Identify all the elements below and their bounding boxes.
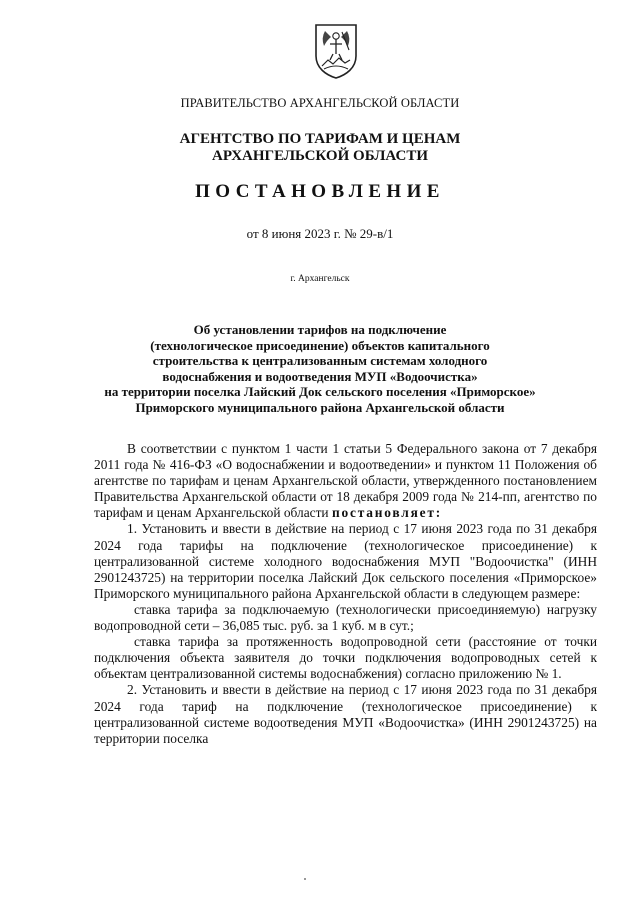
coat-of-arms-icon [313,22,359,80]
subject-line: на территории поселка Лайский Док сельского поселения «Приморское» [104,384,536,400]
agency-title-line1: АГЕНТСТВО ПО ТАРИФАМ И ЦЕНАМ [179,131,461,147]
document-date-number: от 8 июня 2023 г. № 29-в/1 [246,226,394,241]
subject-line: Об установлении тарифов на подключение [193,322,447,337]
page-mark [304,878,306,880]
preamble-paragraph [94,441,597,521]
document-body [94,441,597,747]
document-subject [0,322,640,416]
subject-line: Приморского муниципального района Архангельской области [135,399,505,415]
subject-line: (технологическое присоединение) объектов капитального [150,337,490,353]
item-1-paragraph: 1. Установить и ввести в действие на период с 17 июня 2023 года по 31 декабря 2024 года тарифы на подключение (технологическое присоединение) к централизованной системе холодного водоснабжения МУП "Водоочистка" (ИНН 2901243725) на территории поселка Лайский Док сельского поселения «Приморское» Приморского муниципального района Архангельской области в следующем размере: [94,521,597,601]
item-1-rate-1: ставка тарифа за подключаемую (технологически присоединяемую) нагрузку водопроводной сети – 36,085 тыс. руб. за 1 куб. м в сут.; [94,601,597,634]
document-type: ПОСТАНОВЛЕНИЕ [195,181,445,202]
item-2-paragraph: 2. Установить и ввести в действие на период с 17 июня 2023 года по 31 декабря 2024 года тариф на подключение (технологическое присоединение) к централизованной системе водоотведения МУП «Водоочистка» (ИНН 2901243725) на территории поселка [94,682,597,746]
preamble-text: В соответствии с пунктом 1 части 1 статьи 5 Федерального закона от 7 декабря 2011 года № 416-ФЗ «О водоснабжении и водоотведении» и пунктом 11 Положения об агентстве по тарифам и ценам Архангельской области, утвержденного постановлением Правительства Архангельской области от 18 декабря 2009 года № 214-пп, агентство по тарифам и ценам Архангельской области [94,441,597,521]
decree-word: постановляет: [331,505,443,521]
government-title: ПРАВИТЕЛЬСТВО АРХАНГЕЛЬСКОЙ ОБЛАСТИ [180,96,460,110]
document-city: г. Архангельск [290,274,350,284]
item-1-rate-2: ставка тарифа за протяженность водопроводной сети (расстояние от точки подключения объекта заявителя до точки подключения водопроводных сетей к объектам централизованной системы водоснабжения) согласно приложению № 1. [94,634,597,682]
subject-line: водоснабжения и водоотведения МУП «Водоочистка» [162,368,478,384]
subject-line: строительства к централизованным системам холодного [152,353,488,369]
agency-title-line2: АРХАНГЕЛЬСКОЙ ОБЛАСТИ [212,148,428,164]
agency-title [0,131,640,165]
